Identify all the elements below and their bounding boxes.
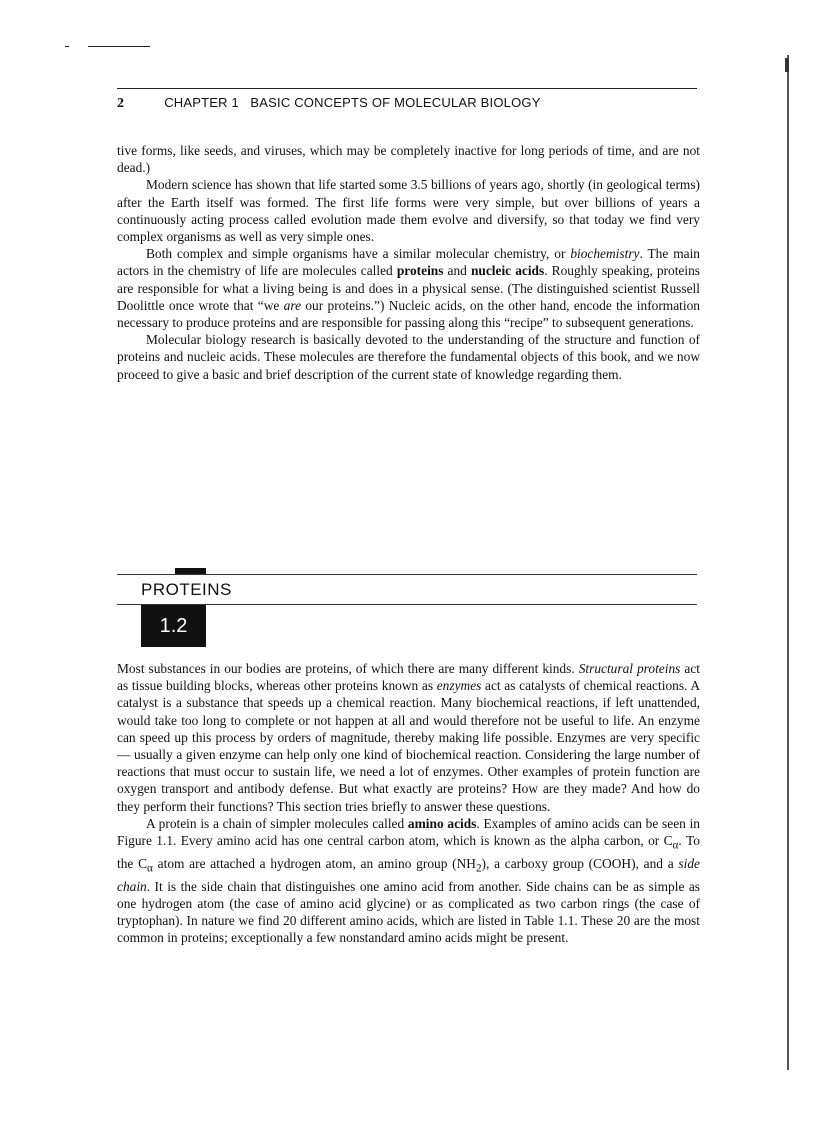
section-rule-top xyxy=(117,574,697,575)
text-run: ), a carboxy group (COOH), and a xyxy=(481,855,679,871)
text-run: atom are attached a hydrogen atom, an amino group (NH xyxy=(152,855,476,871)
scan-edge-mark xyxy=(785,58,789,72)
term-amino-acids: amino acids xyxy=(407,815,477,831)
header-rule xyxy=(117,88,697,89)
paragraph: tive forms, like seeds, and viruses, which may be completely inactive for long periods of time, and are not dead.) xyxy=(117,143,700,176)
paragraph: Modern science has shown that life started some 3.5 billions of years ago, shortly (in geological terms) after the Earth itself was formed. The first life forms were very simple, but over billions of years a continuously acting process called evolution made them evolve and diversify, so that today we find very complex organisms as well as very simple ones. xyxy=(117,177,700,245)
text-run: . Roughly speaking, proteins are responsible for what a living being is and does in a physical sense. (The distinguished scientist Russell Doolittle once wrote that “we xyxy=(117,263,701,313)
running-header xyxy=(117,95,697,112)
page-number: 2 xyxy=(117,96,125,111)
paragraph: Molecular biology research is basically devoted to the understanding of the structure and function of proteins and nucleic acids. These molecules are therefore the fundamental objects of this book, and we now proceed to give a basic and brief description of the current state of knowledge regarding them. xyxy=(117,332,700,382)
text-run: act as catalysts of chemical reactions. A catalyst is a substance that speeds up a chemical reaction. Many biochemical reactions, if left unattended, would take too long to complete or not happen at all and would therefore not be useful to life. An enzyme can speed up this process by orders of magnitude, thereby making life possible. Enzymes are very specific — usually a given enzyme can help only one kind of biochemical reaction. Considering the large number of reactions that must occur to sustain life, we need a lot of enzymes. Other examples of protein function are oxygen transport and antibody defense. But what exactly are proteins? How are they made? And how do they perform their functions? This section tries briefly to answer these questions. xyxy=(117,678,700,814)
text-run: . Examples of amino acids can be seen in Figure 1.1. Every amino acid has one central carbon atom, which is known as the alpha carbon, or C xyxy=(117,815,700,849)
term-biochemistry: biochemistry xyxy=(570,246,640,262)
scan-artifact-line xyxy=(88,46,150,47)
text-run: . To the C xyxy=(117,833,700,871)
text-run: our proteins.”) Nucleic acids, on the other hand, encode the information necessary to produce proteins and are responsible for passing along this “recipe” to subsequent generations. xyxy=(117,297,700,331)
running-title: CHAPTER 1 BASIC CONCEPTS OF MOLECULAR BIOLOGY xyxy=(164,95,541,110)
subscript-alpha: α xyxy=(672,839,679,852)
text-run: . It is the side chain that distinguishes one amino acid from another. Side chains can be as simple as one hydrogen atom (the case of amino acid glycine) or as complicated as two carbon rings (the case of tryptophan). In nature we find 20 different amino acids, which are listed in Table 1.1. These 20 are the most common in proteins; exceptionally a few nonstandard amino acids might be present. xyxy=(117,878,700,946)
scan-page-edge xyxy=(787,55,789,1070)
text-run: act as tissue building blocks, whereas other proteins known as xyxy=(117,661,700,694)
proteins-text-block xyxy=(117,660,700,947)
scan-artifact-dash xyxy=(65,46,69,47)
term-enzymes: enzymes xyxy=(436,678,482,694)
text-run: Most substances in our bodies are proteins, of which there are many different kinds. xyxy=(117,661,579,676)
text-run: . The main actors in the chemistry of life are molecules called xyxy=(117,246,700,279)
subscript-alpha: α xyxy=(147,862,153,875)
text-run: and xyxy=(443,263,471,279)
term-side-chain: side chain xyxy=(117,855,700,894)
term-proteins: proteins xyxy=(396,263,444,279)
intro-text-block xyxy=(117,142,700,383)
text-run: Both complex and simple organisms have a similar molecular chemistry, or xyxy=(146,246,571,262)
emphasis-are: are xyxy=(283,297,302,313)
paragraph xyxy=(117,815,700,947)
section-title: PROTEINS xyxy=(141,580,232,599)
term-nucleic-acids: nucleic acids xyxy=(470,263,545,279)
subscript-two: 2 xyxy=(475,862,482,875)
text-run: A protein is a chain of simpler molecules called xyxy=(146,815,408,831)
section-number-badge: 1.2 xyxy=(141,605,206,647)
term-structural-proteins: Structural proteins xyxy=(578,661,681,676)
paragraph xyxy=(117,245,700,331)
paragraph xyxy=(117,660,700,815)
